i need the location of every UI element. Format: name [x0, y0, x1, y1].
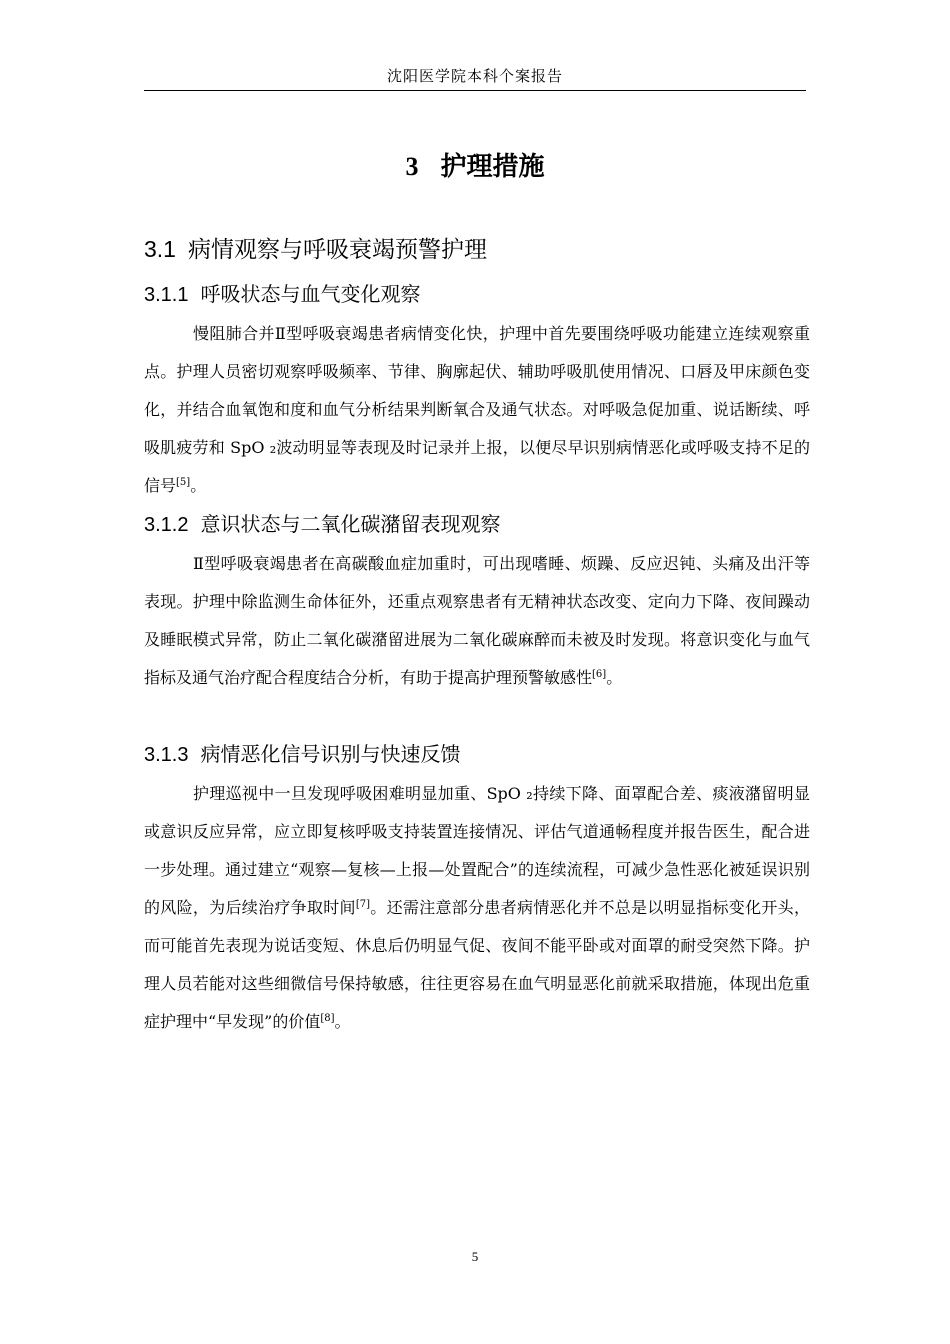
paragraph-end: 。	[190, 476, 207, 495]
paragraph-text: Ⅱ型呼吸衰竭患者在高碳酸血症加重时，可出现嗜睡、烦躁、反应迟钝、头痛及出汗等表现。护理中除监测生命体征外，还重点观察患者有无精神状态改变、定向力下降、夜间躁动及睡眠模式异常，防止二氧化碳潴留进展为二氧化碳麻醉而未被及时发现。将意识变化与血气指标及通气治疗配合程度结合分析，有助于提高护理预警敏感性	[144, 554, 810, 687]
subsection-number: 3.1.2	[144, 514, 189, 536]
chapter-title-text: 护理措施	[440, 152, 545, 182]
body-paragraph	[144, 775, 810, 1041]
paragraph-end: 。	[606, 668, 623, 687]
running-header: 沈阳医学院本科个案报告	[386, 67, 563, 85]
paragraph-text: 慢阻肺合并Ⅱ型呼吸衰竭患者病情变化快，护理中首先要围绕呼吸功能建立连续观察重点。护理人员密切观察呼吸频率、节律、胸廓起伏、辅助呼吸肌使用情况、口唇及甲床颜色变化，并结合血氧饱和度和血气分析结果判断氧合及通气状态。对呼吸急促加重、说话断续、呼吸肌疲劳和 SpO ₂波动明显等表现及时记录并上报，以便尽早识别病情恶化或呼吸支持不足的信号	[144, 324, 810, 495]
subsection-heading	[144, 277, 420, 312]
body-paragraph	[144, 315, 810, 505]
subsection-title: 意识状态与二氧化碳潴留表现观察	[200, 512, 501, 536]
header-rule	[144, 90, 806, 91]
paragraph-text-continued: 。还需注意部分患者病情恶化并不总是以明显指标变化开头，而可能首先表现为说话变短、休息后仍明显气促、夜间不能平卧或对面罩的耐受突然下降。护理人员若能对这些细微信号保持敏感，往往更容易在血气明显恶化前就采取措施，体现出危重症护理中“早发现”的价值	[144, 898, 810, 1031]
paragraph-text: 护理巡视中一旦发现呼吸困难明显加重、SpO ₂持续下降、面罩配合差、痰液潴留明显或意识反应异常，应立即复核呼吸支持装置连接情况、评估气道通畅程度并报告医生，配合进一步处理。通过建立“观察—复核—上报—处置配合”的连续流程，可减少急性恶化被延误识别的风险，为后续治疗争取时间	[144, 784, 810, 917]
citation: [7]	[355, 899, 371, 910]
citation: [6]	[592, 669, 607, 680]
page-number: 5	[471, 1249, 479, 1264]
section-title: 病情观察与呼吸衰竭预警护理	[187, 237, 487, 263]
section-number: 3.1	[144, 236, 176, 262]
subsection-number: 3.1.1	[144, 284, 189, 306]
paragraph-end: 。	[334, 1012, 351, 1031]
subsection-title: 病情恶化信号识别与快速反馈	[200, 742, 461, 766]
subsection-number: 3.1.3	[144, 744, 189, 766]
section-heading	[144, 230, 487, 269]
subsection-title: 呼吸状态与血气变化观察	[200, 282, 421, 306]
chapter-title	[144, 147, 806, 187]
citation: [5]	[176, 477, 191, 488]
citation: [8]	[320, 1013, 335, 1024]
body-paragraph	[144, 545, 810, 697]
subsection-heading	[144, 507, 500, 542]
chapter-number: 3	[405, 152, 419, 181]
subsection-heading	[144, 737, 460, 772]
